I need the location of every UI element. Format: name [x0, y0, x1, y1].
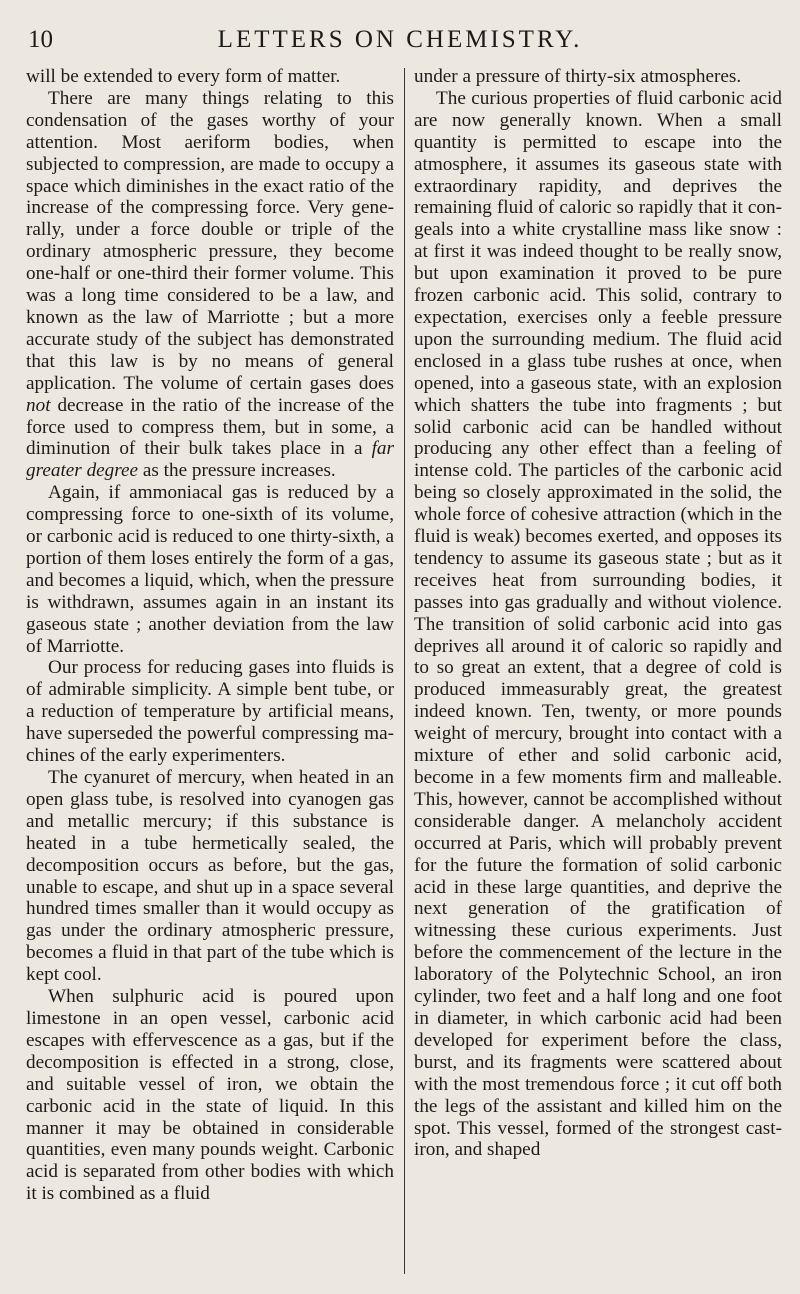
paragraph: Again, if ammoniacal gas is reduced by a compressing force to one-sixth of its volume, or carbonic acid is reduced to one thirty-sixth, a portion of them loses entirely the form of a gas, and becomes a liquid, which, when the pressure is withdrawn, assumes again in an instant its gaseous state ; another deviation from the law of Marriotte.: [26, 482, 394, 657]
paragraph: The curious properties of fluid carbonic acid are now generally known. When a small quantity is permitted to escape into the atmosphere, it assumes its gaseous state with extraordinary rapidity, and deprives the remaining fluid of caloric so rapidly that it congeals into a white crystalline mass like snow : at first it was indeed thought to be really snow, but upon examination it proved to be pure frozen carbonic acid. This solid, contrary to expectation, exercises only a feeble pressure upon the surrounding medium. The fluid acid enclosed in a glass tube rushes at once, when opened, into a gaseous state, with an explosion which shatters the tube into fragments ; but solid carbonic acid can be handled without producing any other effect than a feeling of intense cold. The particles of the carbonic acid being so closely approximated in the solid, the whole force of cohesive attraction (which in the fluid is weak) becomes exerted, and opposes its tendency to assume its gaseous state ; but as it receives heat from surrounding bodies, it passes into gas gradually and without violence. The transition of solid carbonic acid into gas deprives all around it of caloric so rapidly and to so great an extent, that a degree of cold is produced immeasurably great, the greatest indeed known. Ten, twenty, or more pounds weight of mercury, brought into contact with a mixture of ether and solid carbonic acid, become in a few moments firm and malleable. This, however, cannot be accomplished without considerable danger. A melancholy accident occurred at Paris, which will probably prevent for the future the formation of solid carbonic acid in these large quantities, and deprive the next generation of the gratification of witnessing these curious experiments. Just before the commencement of the lecture in the laboratory of the Polytechnic School, an iron cylinder, two feet and a half long and one foot in diameter, in which carbonic acid had been developed for experiment before the class, burst, and its fragments were scattered about with the most tremendous force ; it cut off both the legs of the assistant and killed him on the spot. This vessel, formed of the strongest cast-iron, and shaped: [414, 87, 782, 1161]
right-column: [414, 66, 782, 1161]
paragraph: will be extended to every form of matter.: [26, 66, 341, 87]
running-title: LETTERS ON CHEMISTRY.: [217, 26, 583, 53]
paragraph: The cyanuret of mercury, when heated in an open glass tube, is resolved into cyanogen gas and metallic mercury; if this substance is heated in a tube hermetically sealed, the decomposition occurs as before, but the gas, unable to escape, and shut up in a space several hundred times smaller than it would occupy as gas under the ordinary atmospheric pressure, becomes a fluid in that part of the tube which is kept cool.: [26, 767, 394, 986]
emphasis: far greater degree: [26, 438, 394, 482]
paragraph: There are many things relating to this condensation of the gases worthy of your attention. Most aeriform bodies, when subjected to compression, are made to occupy a space which diminishes in the exact ratio of the increase of the compressing force. Very generally, under a force double or triple of the ordinary atmospheric pressure, they become one-half or one-third their former volume. This was a long time considered to be a law, and known as the law of Marriotte ; but a more accurate study of the subject has demonstrated that this law is by no means of general application. The volume of certain gases does not decrease in the ratio of the increase of the force used to compress them, but in some, a diminution of their bulk takes place in a far greater degree as the pressure increases.: [26, 87, 394, 482]
emphasis: not: [26, 394, 51, 416]
page-number: 10: [28, 26, 53, 53]
paragraph: Our process for reducing gases into fluids is of admirable simplicity. A simple bent tube, or a reduction of temperature by artificial means, have superseded the powerful compressing machines of the early experimenters.: [26, 657, 394, 767]
column-divider: [404, 68, 405, 1274]
paragraph: When sulphuric acid is poured upon limestone in an open vessel, carbonic acid escapes with effervescence as a gas, but if the decomposition is effected in a strong, close, and suitable vessel of iron, we obtain the carbonic acid in the state of liquid. In this manner it may be obtained in considerable quantities, even many pounds weight. Carbonic acid is separated from other bodies with which it is combined as a fluid: [26, 986, 394, 1205]
left-column: [26, 66, 394, 1205]
page-header: [28, 26, 772, 62]
paragraph: under a pressure of thirty-six atmospheres.: [414, 66, 742, 87]
